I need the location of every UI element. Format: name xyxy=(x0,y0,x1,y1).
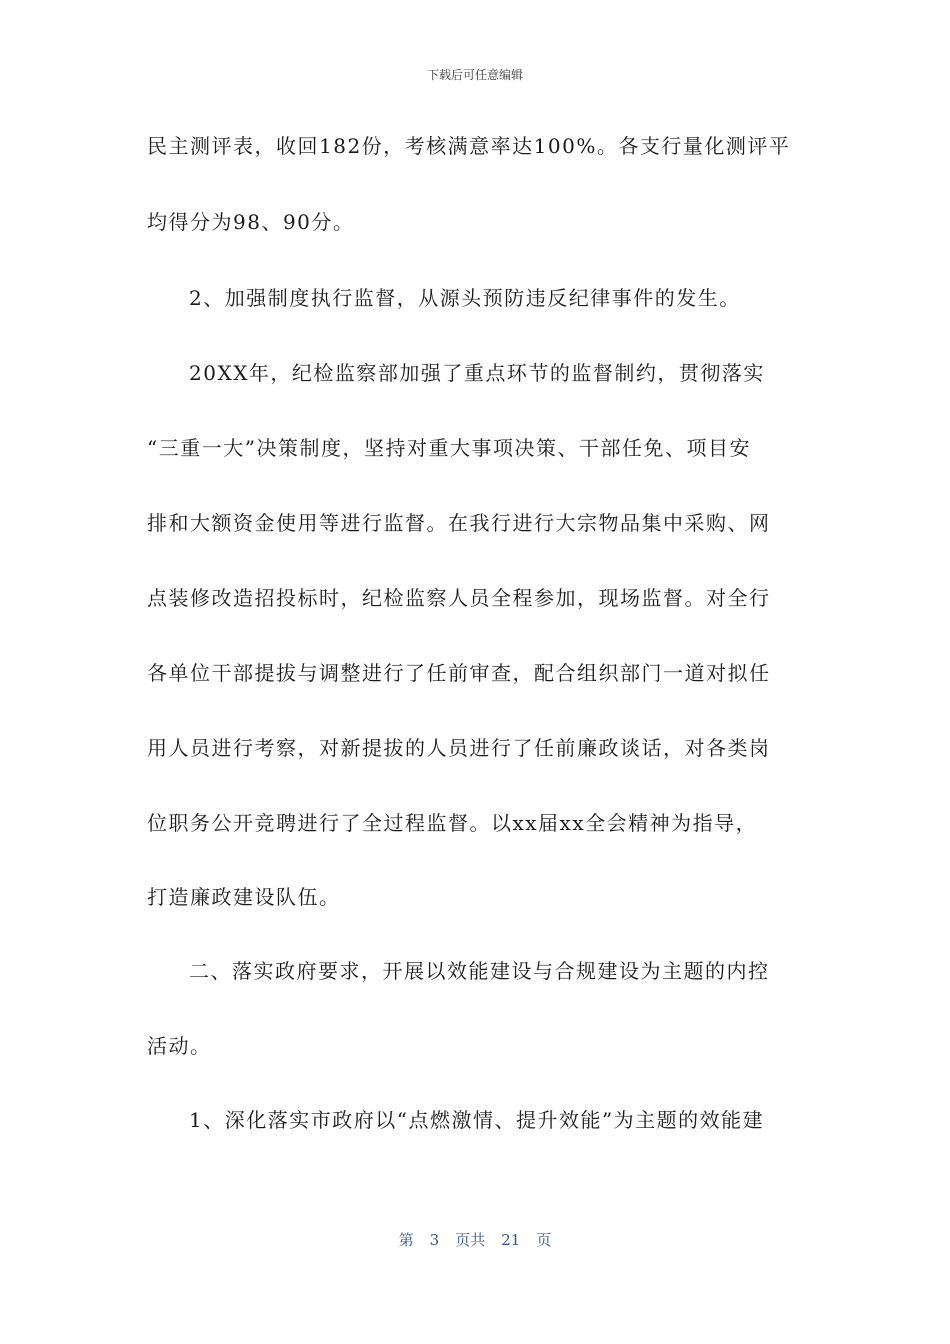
page-footer xyxy=(0,1229,950,1250)
text-line: 二、落实政府要求，开展以效能建设与合规建设为主题的内控 xyxy=(189,959,770,983)
text-line: 打造廉政建设队伍。 xyxy=(147,885,341,909)
text-line: 1、深化落实市政府以“点燃激情、提升效能”为主题的效能建 xyxy=(189,1108,765,1132)
footer-prefix: 第 xyxy=(398,1231,414,1249)
text-line: 2、加强制度执行监督，从源头预防违反纪律事件的发生。 xyxy=(189,286,741,310)
text-line: 排和大额资金使用等进行监督。在我行进行大宗物品集中采购、网 xyxy=(147,511,771,535)
text-line: 位职务公开竞聘进行了全过程监督。以xx届xx全会精神为指导， xyxy=(147,811,758,835)
text-line: 20XX年，纪检监察部加强了重点环节的监督制约，贯彻落实 xyxy=(189,361,765,385)
page-header: 下载后可任意编辑 xyxy=(426,68,523,82)
text-line: 各单位干部提拔与调整进行了任前审查，配合组织部门一道对拟任 xyxy=(147,661,771,685)
text-line: 活动。 xyxy=(147,1034,212,1058)
footer-middle: 页共 xyxy=(455,1231,486,1249)
text-line: 民主测评表，收回182份，考核满意率达100%。各支行量化测评平 xyxy=(147,134,791,158)
footer-total-pages: 21 xyxy=(501,1231,521,1249)
text-line: “三重一大”决策制度，坚持对重大事项决策、干部任免、项目安 xyxy=(147,436,751,460)
text-line: 均得分为98、90分。 xyxy=(147,210,355,234)
text-line: 用人员进行考察，对新提拔的人员进行了任前廉政谈话，对各类岗 xyxy=(147,736,771,760)
text-line: 点装修改造招投标时，纪检监察人员全程参加，现场监督。对全行 xyxy=(147,586,771,610)
footer-page-number: 3 xyxy=(429,1231,440,1249)
footer-suffix: 页 xyxy=(536,1231,552,1249)
